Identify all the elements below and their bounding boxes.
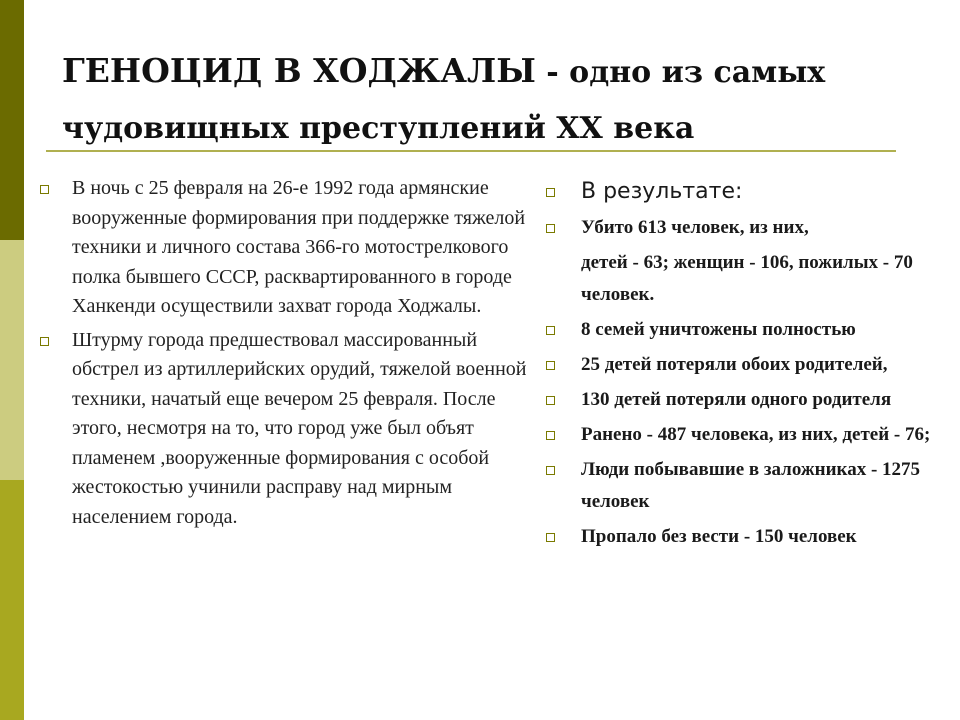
square-bullet-icon	[546, 224, 555, 233]
stat-orphans-one	[546, 384, 946, 416]
stat-families	[546, 314, 946, 346]
square-bullet-icon	[546, 533, 555, 542]
left-column	[40, 174, 532, 536]
stat-killed-text: Убито 613 человек, из них,	[581, 217, 809, 238]
stat-killed-breakdown: детей - 63; женщин - 106, пожилых - 70 человек.	[581, 252, 913, 305]
slide-title	[62, 44, 942, 156]
stat-missing	[546, 521, 946, 553]
stat-hostages	[546, 454, 946, 518]
title-main: ГЕНОЦИД В ХОДЖАЛЫ	[62, 51, 536, 90]
square-bullet-icon	[546, 361, 555, 370]
left-bullet-item	[40, 174, 532, 322]
square-bullet-icon	[546, 326, 555, 335]
square-bullet-icon	[40, 185, 49, 194]
stat-missing-text: Пропало без вести - 150 человек	[581, 526, 857, 547]
right-column	[546, 174, 946, 556]
left-bullet-text: Штурму города предшествовал массированный обстрел из артиллерийских орудий, тяжелой военной техники, начатый еще вечером 25 февраля. После этого, несмотря на то, что город уже был объят пламенем ,вооруженные формирования с особой жестокостью учинили расправу над мирным населением города.	[72, 328, 527, 528]
sidebar-decoration	[0, 0, 24, 720]
sidebar-segment-light	[0, 240, 24, 480]
left-bullet-list	[40, 174, 532, 532]
right-bullet-list	[546, 174, 946, 553]
stat-orphans-both	[546, 349, 946, 381]
results-heading	[546, 174, 946, 210]
square-bullet-icon	[546, 431, 555, 440]
title-divider	[46, 150, 896, 152]
square-bullet-icon	[546, 396, 555, 405]
stat-hostages-text: Люди побывавшие в заложниках - 1275 человек	[581, 459, 921, 512]
square-bullet-icon	[546, 466, 555, 475]
stat-wounded	[546, 419, 946, 451]
stat-killed	[546, 212, 946, 244]
stat-wounded-text: Ранено - 487 человека, из них, детей - 76;	[581, 424, 931, 445]
sidebar-segment-mid	[0, 480, 24, 720]
stat-orphans-both-text: 25 детей потеряли обоих родителей,	[581, 354, 888, 375]
left-bullet-item	[40, 326, 532, 533]
stat-orphans-one-text: 130 детей потеряли одного родителя	[581, 389, 892, 410]
title-rest: - одно из самых чудовищных преступлений XX века	[62, 55, 826, 146]
sidebar-segment-dark	[0, 0, 24, 240]
stat-families-text: 8 семей уничтожены полностью	[581, 319, 856, 340]
square-bullet-icon	[40, 337, 49, 346]
results-heading-text: В результате:	[581, 179, 743, 204]
left-bullet-text: В ночь с 25 февраля на 26-е 1992 года армянские вооруженные формирования при поддержке тяжелой техники и личного состава 366-го мотострелкового полка бывшего СССР, расквартированного в городе Ханкенди осуществили захват города Ходжалы.	[72, 177, 526, 317]
square-bullet-icon	[546, 188, 555, 197]
